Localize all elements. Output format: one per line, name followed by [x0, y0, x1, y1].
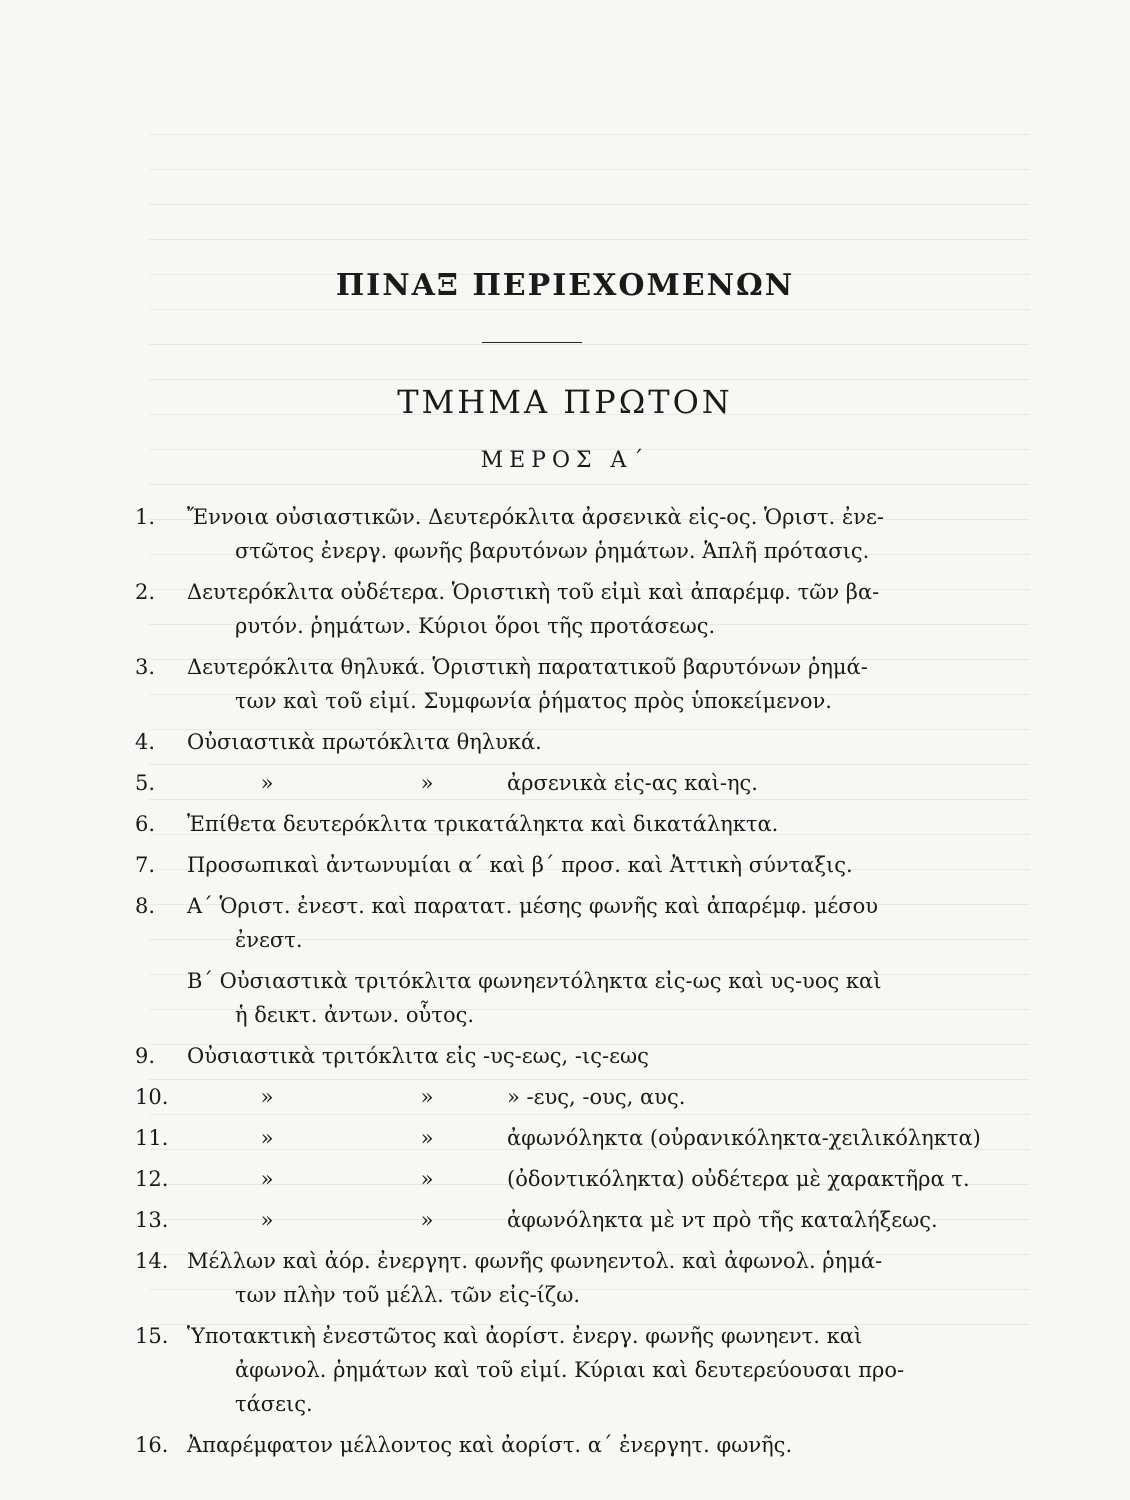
- entry-text: Δευτερόκλιτα οὐδέτερα. Ὁριστικὴ τοῦ εἰμὶ καὶ ἀπαρέμφ. τῶν βα-: [187, 580, 880, 604]
- toc-entry: [135, 1244, 985, 1312]
- toc-entry: [135, 725, 985, 759]
- toc-entry: [135, 964, 985, 1032]
- entry-number: 1.: [135, 505, 156, 529]
- toc-entry-line: [135, 766, 985, 800]
- toc-entry-line: [135, 1278, 985, 1312]
- entry-text: των καὶ τοῦ εἰμί. Συμφωνία ῥήματος πρὸς ὑποκείμενον.: [235, 689, 832, 713]
- entry-number: 12.: [135, 1167, 169, 1191]
- toc-entry-line: [135, 684, 985, 718]
- entry-number: 6.: [135, 812, 156, 836]
- ditto-mark: »: [260, 1126, 274, 1150]
- entry-text: Α΄ Ὁριστ. ἐνεστ. καὶ παρατατ. μέσης φωνῆς καὶ ἀπαρέμφ. μέσου: [187, 894, 879, 918]
- toc-entry: [135, 1319, 985, 1421]
- toc-entry-line: [135, 1353, 985, 1387]
- toc-entry-line: [135, 889, 985, 923]
- entry-number: 9.: [135, 1044, 156, 1068]
- entry-text: τάσεις.: [235, 1392, 313, 1416]
- entry-number: 2.: [135, 580, 156, 604]
- entry-text: ἀρσενικὰ εἰς-ας καὶ-ης.: [507, 771, 758, 795]
- toc-entry: [135, 1203, 985, 1237]
- toc-entry-line: [135, 848, 985, 882]
- toc-entry-line: [135, 1428, 985, 1462]
- toc-entry-line: [135, 1387, 985, 1421]
- toc-entry-line: [135, 534, 985, 568]
- entry-text: των πλὴν τοῦ μέλλ. τῶν εἰς-ίζω.: [235, 1283, 581, 1307]
- section-heading: ΤΜΗΜΑ ΠΡΩΤΟΝ: [397, 383, 733, 421]
- entry-number: 11.: [135, 1126, 169, 1150]
- part-heading: ΜΕΡΟΣ Α΄: [480, 448, 650, 473]
- entry-text: ἡ δεικτ. ἀντων. οὗτος.: [235, 1003, 475, 1027]
- entry-text: Οὐσιαστικὰ πρωτόκλιτα θηλυκά.: [187, 730, 542, 754]
- table-of-contents: [135, 500, 985, 1469]
- toc-entry-line: [135, 923, 985, 957]
- toc-entry: [135, 500, 985, 568]
- toc-entry-line: [135, 1080, 985, 1114]
- entry-text: ἀφωνόληκτα μὲ ντ πρὸ τῆς καταλήξεως.: [507, 1208, 938, 1232]
- toc-entry: [135, 1121, 985, 1155]
- toc-entry-line: [135, 1162, 985, 1196]
- toc-entry: [135, 1080, 985, 1114]
- entry-text: ἐνεστ.: [235, 928, 303, 952]
- toc-entry: [135, 650, 985, 718]
- toc-entry: [135, 1162, 985, 1196]
- toc-entry-line: [135, 964, 985, 998]
- toc-entry: [135, 848, 985, 882]
- entry-text: Οὐσιαστικὰ τριτόκλιτα εἰς -υς-εως, -ις-εως: [187, 1044, 649, 1068]
- entry-text: Προσωπικαὶ ἀντωνυμίαι α΄ καὶ β΄ προσ. καὶ Ἀττικὴ σύνταξις.: [187, 853, 853, 877]
- entry-number: 3.: [135, 655, 156, 679]
- title-rule: [482, 342, 582, 343]
- toc-entry: [135, 807, 985, 841]
- entry-number: 16.: [135, 1433, 169, 1457]
- page-title: ΠΙΝΑΞ ΠΕΡΙΕΧΟΜΕΝΩΝ: [335, 268, 795, 303]
- toc-entry-line: [135, 650, 985, 684]
- entry-number: 10.: [135, 1085, 169, 1109]
- toc-entry-line: [135, 1319, 985, 1353]
- entry-text: » -ευς, -ους, αυς.: [507, 1085, 686, 1109]
- entry-number: 5.: [135, 771, 156, 795]
- toc-entry-line: [135, 575, 985, 609]
- ditto-mark: »: [260, 1208, 274, 1232]
- ditto-mark: »: [420, 771, 434, 795]
- entry-text: Ὑποτακτικὴ ἐνεστῶτος καὶ ἀορίστ. ἐνεργ. φωνῆς φωνηεντ. καὶ: [187, 1324, 863, 1348]
- toc-entry-line: [135, 998, 985, 1032]
- toc-entry-line: [135, 1244, 985, 1278]
- ditto-mark: »: [260, 1167, 274, 1191]
- toc-entry-line: [135, 1121, 985, 1155]
- ditto-mark: »: [420, 1208, 434, 1232]
- entry-number: 15.: [135, 1324, 169, 1348]
- toc-entry: [135, 766, 985, 800]
- toc-entry-line: [135, 725, 985, 759]
- entry-number: 13.: [135, 1208, 169, 1232]
- entry-number: 7.: [135, 853, 156, 877]
- entry-text: Ἀπαρέμφατον μέλλοντος καὶ ἀορίστ. α΄ ἐνεργητ. φωνῆς.: [187, 1433, 793, 1457]
- ditto-mark: »: [420, 1085, 434, 1109]
- ditto-mark: »: [420, 1126, 434, 1150]
- toc-entry: [135, 575, 985, 643]
- entry-number: 14.: [135, 1249, 169, 1273]
- entry-text: Μέλλων καὶ ἀόρ. ἐνεργητ. φωνῆς φωνηεντολ. καὶ ἀφωνολ. ῥημά-: [187, 1249, 883, 1273]
- entry-text: ρυτόν. ῥημάτων. Κύριοι ὅροι τῆς προτάσεως.: [235, 614, 716, 638]
- ditto-mark: »: [260, 1085, 274, 1109]
- toc-entry-line: [135, 609, 985, 643]
- toc-entry: [135, 1039, 985, 1073]
- entry-text: Ἔννοια οὐσιαστικῶν. Δευτερόκλιτα ἀρσενικὰ εἰς-ος. Ὁριστ. ἐνε-: [187, 505, 884, 529]
- entry-number: 8.: [135, 894, 156, 918]
- toc-entry-line: [135, 807, 985, 841]
- entry-text: ἀφωνολ. ῥημάτων καὶ τοῦ εἰμί. Κύριαι καὶ δευτερεύουσαι προ-: [235, 1358, 905, 1382]
- entry-text: ἀφωνόληκτα (οὐρανικόληκτα-χειλικόληκτα): [507, 1126, 981, 1150]
- entry-text: (ὀδοντικόληκτα) οὐδέτερα μὲ χαρακτῆρα τ.: [507, 1167, 970, 1191]
- ditto-mark: »: [420, 1167, 434, 1191]
- toc-entry: [135, 1428, 985, 1462]
- toc-entry-line: [135, 500, 985, 534]
- toc-entry-line: [135, 1039, 985, 1073]
- entry-text: Β΄ Οὐσιαστικὰ τριτόκλιτα φωνηεντόληκτα εἰς-ως καὶ υς-υος καὶ: [187, 969, 882, 993]
- entry-number: 4.: [135, 730, 156, 754]
- entry-text: Ἐπίθετα δευτερόκλιτα τρικατάληκτα καὶ δικατάληκτα.: [187, 812, 779, 836]
- toc-entry: [135, 889, 985, 957]
- ditto-mark: »: [260, 771, 274, 795]
- entry-text: Δευτερόκλιτα θηλυκά. Ὁριστικὴ παρατατικοῦ βαρυτόνων ῥημά-: [187, 655, 868, 679]
- toc-entry-line: [135, 1203, 985, 1237]
- entry-text: στῶτος ἐνεργ. φωνῆς βαρυτόνων ῥημάτων. Ἁπλῆ πρότασις.: [235, 539, 870, 563]
